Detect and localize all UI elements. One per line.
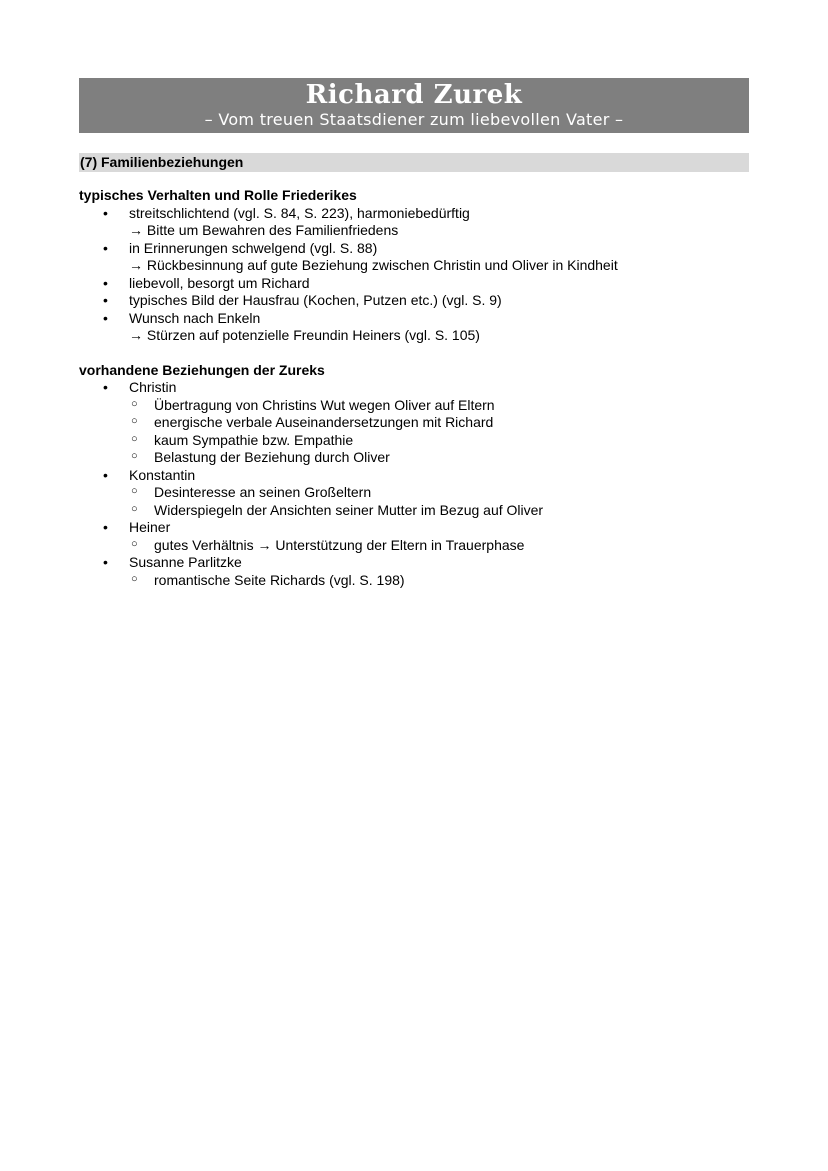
bullet-icon: • (103, 554, 108, 570)
sub-list-item (79, 502, 759, 520)
item-text: Susanne Parlitzke (129, 554, 242, 570)
group-heading: typisches Verhalten und Rolle Friederikes (79, 187, 357, 203)
item-text: Übertragung von Christins Wut wegen Oliver auf Eltern (154, 396, 495, 413)
bullet-icon: • (103, 466, 108, 483)
arrow-note (79, 327, 759, 345)
list-item (79, 205, 759, 223)
item-text: Desinteresse an seinen Großeltern (154, 484, 372, 500)
document-content (79, 187, 759, 606)
circle-bullet-icon: ○ (131, 415, 138, 427)
item-text: → Rückbesinnung auf gute Beziehung zwischen Christin und Oliver in Kindheit (129, 257, 618, 273)
list-item (79, 240, 759, 258)
item-text: kaum Sympathie bzw. Empathie (154, 431, 354, 448)
item-text: Wunsch nach Enkeln (129, 309, 261, 326)
document-subtitle: – Vom treuen Staatsdiener zum liebevollen Vater – (204, 110, 624, 129)
section-heading-bar (79, 153, 749, 172)
circle-bullet-icon: ○ (131, 485, 138, 497)
content-group (79, 187, 759, 345)
list-item (79, 467, 759, 485)
item-text: → Stürzen auf potenzielle Freundin Heiners (vgl. S. 105) (129, 327, 480, 343)
sub-list-item (79, 537, 759, 555)
item-text: energische verbale Auseinandersetzungen mit Richard (154, 414, 494, 430)
list-item (79, 310, 759, 328)
item-text: gutes Verhältnis → Unterstützung der Eltern in Trauerphase (154, 536, 525, 553)
item-text: Heiner (129, 519, 171, 535)
sub-list-item (79, 397, 759, 415)
item-text: typisches Bild der Hausfrau (Kochen, Putzen etc.) (vgl. S. 9) (129, 292, 502, 308)
bullet-icon: • (103, 274, 108, 291)
list-item (79, 275, 759, 293)
item-text: Christin (129, 379, 177, 395)
item-text: Widerspiegeln der Ansichten seiner Mutter im Bezug auf Oliver (154, 501, 544, 518)
circle-bullet-icon: ○ (131, 450, 138, 462)
item-text: in Erinnerungen schwelgend (vgl. S. 88) (129, 239, 378, 256)
group-heading: vorhandene Beziehungen der Zureks (79, 361, 325, 378)
item-text: Belastung der Beziehung durch Oliver (154, 449, 390, 465)
bullet-icon: • (103, 519, 108, 535)
sub-list-item (79, 414, 759, 432)
bullet-icon: • (103, 309, 108, 326)
circle-bullet-icon: ○ (131, 502, 138, 515)
arrow-note (79, 257, 759, 275)
item-text: Konstantin (129, 466, 196, 483)
sub-list-item (79, 432, 759, 450)
bullet-icon: • (103, 379, 108, 395)
list-item (79, 292, 759, 310)
bullet-icon: • (103, 239, 108, 256)
list-item (79, 519, 759, 537)
sub-list-item (79, 449, 759, 467)
list-item (79, 379, 759, 397)
list-item (79, 554, 759, 572)
circle-bullet-icon: ○ (131, 432, 138, 445)
circle-bullet-icon: ○ (131, 537, 138, 550)
circle-bullet-icon: ○ (131, 572, 138, 585)
item-text: → Bitte um Bewahren des Familienfriedens (129, 222, 399, 238)
sub-list-item (79, 484, 759, 502)
bullet-icon: • (103, 292, 108, 308)
document-header (79, 78, 749, 133)
content-group (79, 362, 759, 590)
item-text: liebevoll, besorgt um Richard (129, 274, 310, 291)
section-title: (7) Familienbeziehungen (80, 154, 244, 170)
document-title: Richard Zurek (305, 80, 523, 110)
circle-bullet-icon: ○ (131, 397, 138, 410)
bullet-icon: • (103, 204, 108, 221)
sub-list-item (79, 572, 759, 590)
arrow-note (79, 222, 759, 240)
item-text: romantische Seite Richards (vgl. S. 198) (154, 571, 405, 588)
item-text: streitschlichtend (vgl. S. 84, S. 223), harmoniebedürftig (129, 204, 470, 221)
